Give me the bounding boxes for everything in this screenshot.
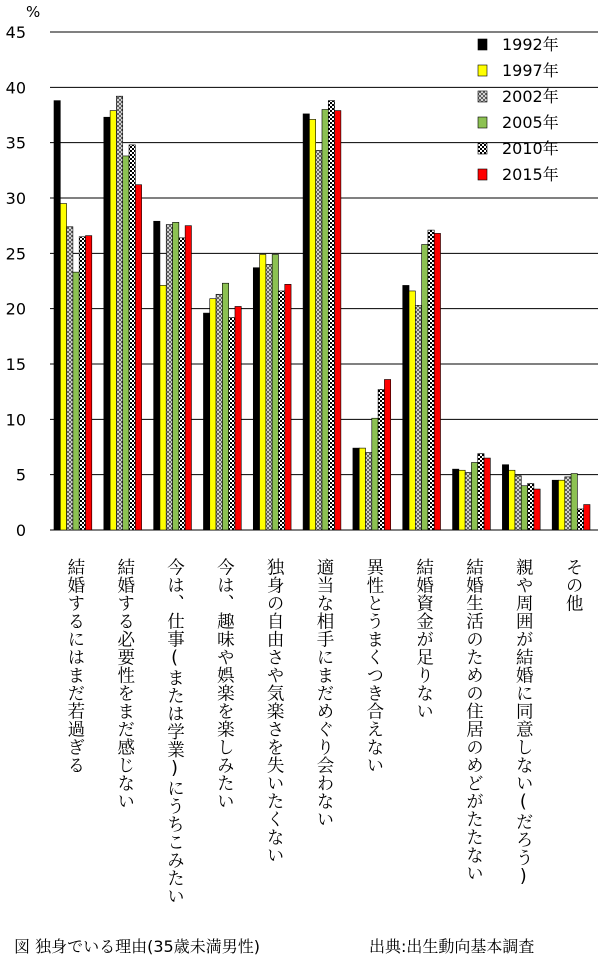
bar-1992年-4 [253, 268, 259, 530]
bar-2002年-2 [166, 225, 172, 530]
bar-2010年-9 [528, 484, 534, 530]
bar-1992年-5 [303, 114, 309, 530]
y-tick-label: 25 [5, 244, 26, 264]
bar-2015年-0 [86, 236, 92, 530]
y-tick-label: 10 [5, 410, 26, 430]
bar-1997年-7 [409, 291, 415, 530]
category-label: 親や周囲が結婚に同意しない(だろう) [513, 558, 534, 887]
bar-2002年-4 [266, 264, 272, 530]
y-tick-label: 20 [5, 299, 26, 319]
bar-2010年-4 [278, 291, 284, 530]
bar-2002年-10 [565, 477, 571, 530]
legend-label: 2002年 [502, 87, 559, 106]
legend-label: 2010年 [502, 139, 559, 158]
y-tick-label: 40 [5, 78, 26, 98]
legend-label: 1992年 [502, 35, 559, 54]
bar-2005年-3 [222, 283, 228, 530]
bar-2015年-10 [584, 505, 590, 530]
bar-1997年-1 [110, 111, 116, 530]
category-label: 今は、趣味や娯楽を楽しみたい [214, 558, 235, 810]
bar-2010年-6 [378, 389, 384, 530]
bar-2002年-6 [366, 453, 372, 530]
bar-1992年-7 [403, 285, 409, 530]
bar-2010年-5 [328, 101, 334, 530]
y-tick-label: 5 [15, 465, 26, 485]
source-note: 出典:出生動向基本調査 [369, 937, 535, 956]
bar-1992年-0 [54, 101, 60, 530]
bar-2002年-0 [67, 227, 73, 530]
bar-2010年-8 [478, 454, 484, 530]
category-label: 結婚するにはまだ若過ぎる [64, 558, 85, 774]
legend-swatch [478, 117, 487, 128]
bar-2005年-5 [322, 109, 328, 530]
bar-1997年-6 [359, 448, 365, 530]
y-tick-label: 15 [5, 355, 26, 374]
y-tick-label: 0 [15, 521, 26, 540]
legend-swatch [478, 91, 487, 102]
bar-2015年-9 [534, 489, 540, 530]
bar-1992年-10 [552, 480, 558, 530]
category-label: 結婚生活のための住居のめどがたたない [463, 558, 484, 882]
y-unit-label: % [26, 3, 41, 21]
bar-2005年-6 [372, 418, 378, 530]
y-tick-label: 30 [5, 189, 26, 208]
bar-2015年-8 [484, 458, 490, 530]
category-label: 今は、仕事(または学業)にうちこみたい [164, 558, 185, 905]
bar-2015年-4 [285, 284, 291, 530]
bar-2002年-8 [465, 472, 471, 530]
bar-2015年-3 [235, 306, 241, 530]
bar-2015年-7 [434, 233, 440, 530]
bar-2002年-3 [216, 294, 222, 530]
bar-1992年-9 [502, 465, 508, 530]
bar-1997年-10 [558, 480, 564, 530]
bar-2010年-1 [129, 145, 135, 530]
category-label: 独身の自由さや気楽さを失いたくない [264, 558, 285, 864]
bar-2005年-1 [123, 156, 129, 530]
legend-swatch [478, 169, 487, 180]
bar-2005年-8 [471, 462, 477, 530]
bar-1997年-3 [210, 299, 216, 530]
y-tick-label: 45 [5, 23, 26, 42]
category-label: 結婚資金が足りない [413, 558, 434, 720]
category-label: 適当な相手にまだめぐり会わない [314, 558, 334, 828]
bar-2002年-9 [515, 476, 521, 530]
legend-swatch [478, 143, 487, 154]
bar-1997年-9 [509, 470, 515, 530]
bar-1992年-2 [154, 221, 160, 530]
category-label: 異性とうまくつき合えない [363, 558, 384, 774]
bar-2015年-5 [335, 111, 341, 530]
bar-2010年-10 [577, 509, 583, 530]
figure-title: 図 独身でいる理由(35歳未満男性) [14, 937, 260, 956]
bar-2010年-7 [428, 230, 434, 530]
bar-1997年-4 [260, 254, 266, 530]
legend-swatch [478, 39, 487, 50]
y-tick-label: 35 [5, 133, 26, 153]
bar-2005年-9 [521, 486, 527, 530]
bar-2005年-10 [571, 474, 577, 530]
bar-1997年-5 [309, 119, 315, 530]
bar-1997年-0 [60, 204, 66, 530]
bar-2002年-5 [316, 150, 322, 530]
bar-1992年-3 [203, 313, 209, 530]
legend-swatch [478, 65, 487, 76]
bar-2010年-2 [179, 238, 185, 530]
bar-2005年-2 [173, 222, 179, 530]
bar-2010年-3 [229, 318, 235, 530]
bar-2015年-6 [384, 379, 390, 530]
bar-2005年-7 [422, 244, 428, 530]
bar-1992年-6 [353, 448, 359, 530]
legend-label: 2005年 [502, 113, 559, 132]
bar-1997年-8 [459, 470, 465, 530]
bar-1992年-8 [453, 469, 459, 530]
bar-2005年-4 [272, 254, 278, 530]
category-label: 結婚する必要性をまだ感じない [114, 558, 135, 810]
bar-2002年-1 [116, 96, 122, 530]
bar-1997年-2 [160, 285, 166, 530]
bar-2010年-0 [79, 237, 85, 530]
category-label: その他 [563, 558, 584, 612]
bar-2015年-2 [185, 226, 191, 530]
bar-1992年-1 [104, 117, 110, 530]
bar-2015年-1 [135, 185, 141, 530]
bar-2002年-7 [415, 305, 421, 530]
legend-label: 2015年 [502, 165, 559, 184]
bar-2005年-0 [73, 272, 79, 530]
figure-caption [14, 934, 604, 957]
legend-label: 1997年 [502, 61, 559, 80]
